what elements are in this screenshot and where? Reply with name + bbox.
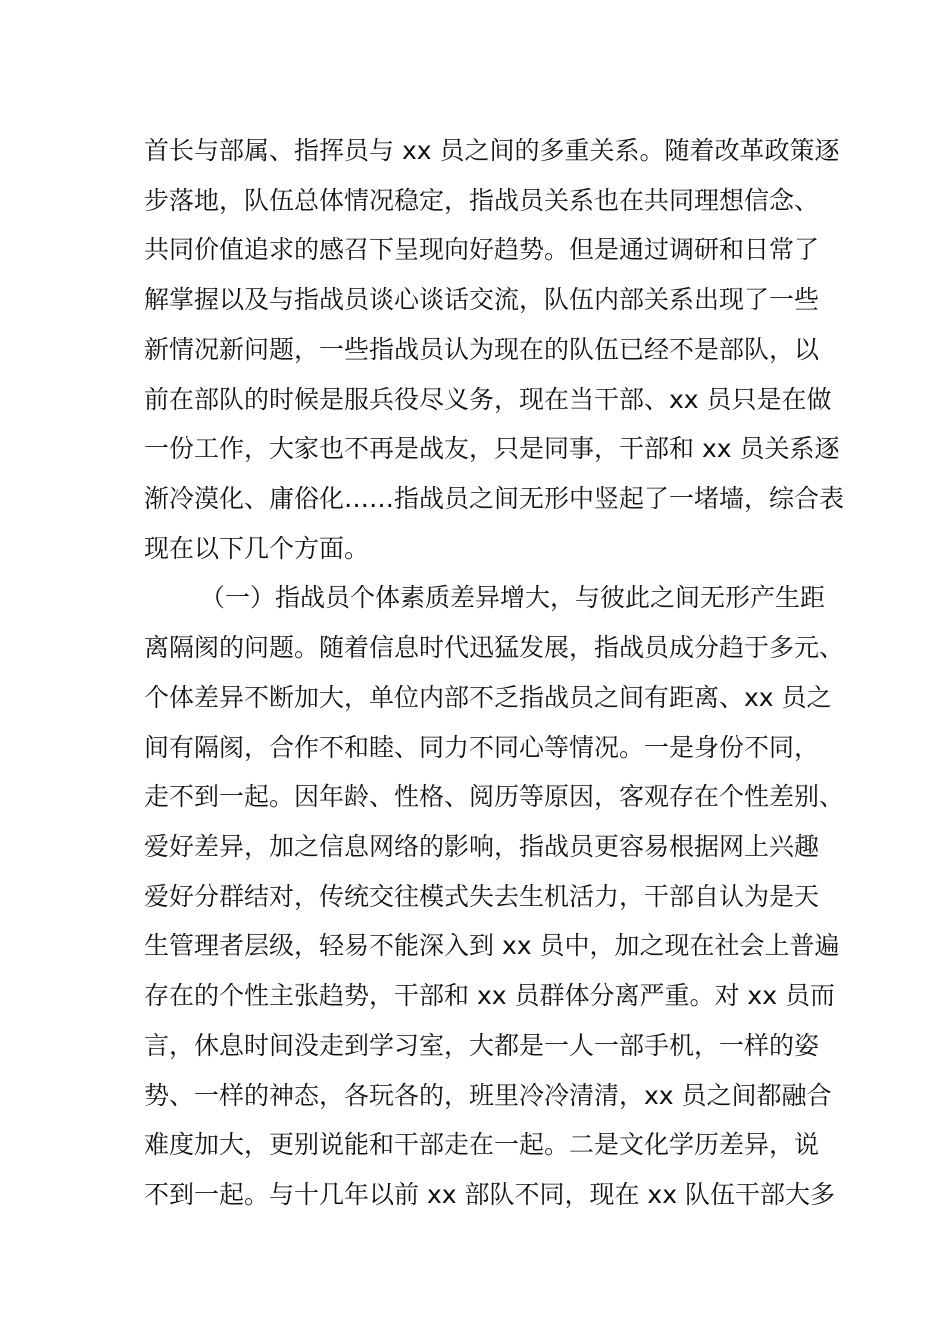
text-line: 言，休息时间没走到学习室，大都是一人一部手机，一样的姿	[144, 1031, 820, 1060]
text-line: 势、一样的神态，各玩各的，班里冷冷清清，xx 员之间都融合	[144, 1081, 832, 1110]
text-line: 解掌握以及与指战员谈心谈话交流，队伍内部关系出现了一些	[144, 285, 820, 314]
text-line: 新情况新问题，一些指战员认为现在的队伍已经不是部队，以	[144, 335, 820, 364]
text-line: 存在的个性主张趋势，干部和 xx 员群体分离严重。对 xx 员而	[144, 981, 835, 1010]
text-line: 爱好差异，加之信息网络的影响，指战员更容易根据网上兴趣	[144, 832, 820, 861]
text-line: 一份工作，大家也不再是战友，只是同事，干部和 xx 员关系逐	[144, 434, 840, 463]
text-line: 首长与部属、指挥员与 xx 员之间的多重关系。随着改革政策逐	[144, 136, 840, 165]
text-line: 个体差异不断加大，单位内部不乏指战员之间有距离、xx 员之	[144, 683, 832, 712]
text-line: 渐冷漠化、庸俗化……指战员之间无形中竖起了一堵墙，综合表	[144, 484, 845, 513]
text-line: 间有隔阂，合作不和睦、同力不同心等情况。一是身份不同，	[144, 733, 820, 762]
text-line: 不到一起。与十几年以前 xx 部队不同，现在 xx 队伍干部大多	[144, 1180, 835, 1209]
text-line: 现在以下几个方面。	[144, 534, 370, 563]
text-line: 生管理者层级，轻易不能深入到 xx 员中，加之现在社会上普遍	[144, 931, 840, 960]
text-line: 走不到一起。因年龄、性格、阅历等原因，客观存在个性差别、	[144, 782, 845, 811]
section-heading-line: （一）指战员个体素质差异增大，与彼此之间无形产生距	[200, 583, 826, 612]
text-line: 共同价值追求的感召下呈现向好趋势。但是通过调研和日常了	[144, 235, 820, 264]
text-line: 离隔阂的问题。随着信息时代迅猛发展，指战员成分趋于多元、	[144, 633, 845, 662]
text-line: 爱好分群结对，传统交往模式失去生机活力，干部自认为是天	[144, 882, 820, 911]
text-line: 难度加大，更别说能和干部走在一起。二是文化学历差异，说	[144, 1130, 820, 1159]
text-line: 步落地，队伍总体情况稳定，指战员关系也在共同理想信念、	[144, 186, 820, 215]
text-line: 前在部队的时候是服兵役尽义务，现在当干部、xx 员只是在做	[144, 385, 832, 414]
